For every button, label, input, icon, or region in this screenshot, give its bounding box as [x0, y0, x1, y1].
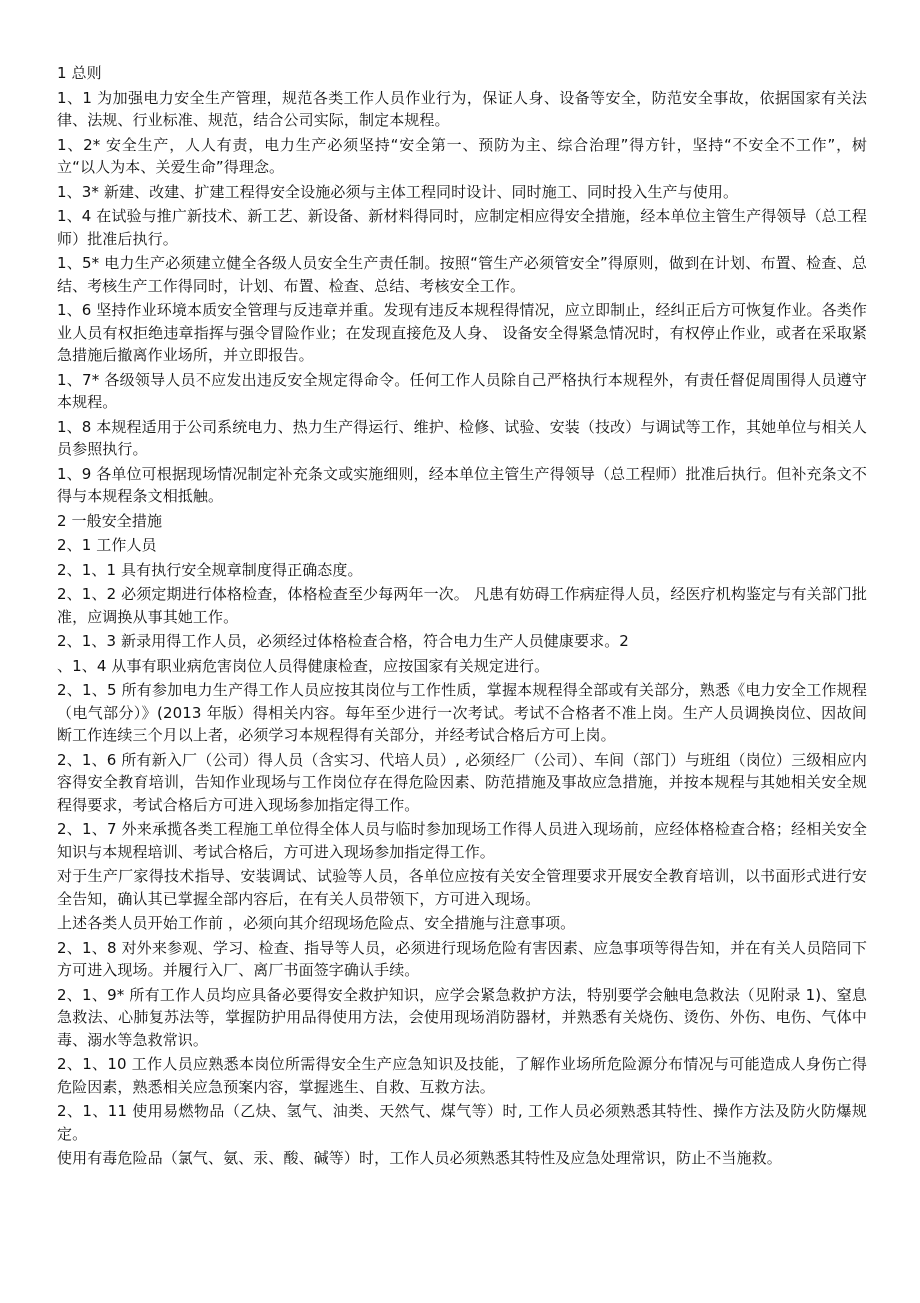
clause-2-1-1: 2、1、1 具有执行安全规章制度得正确态度。: [57, 560, 363, 579]
clause-2-1-3: 2、1、3 新录用得工作人员，必须经过体格检查合格，符合电力生产人员健康要求。2: [57, 632, 629, 650]
clause-2-1-2: 2、1、2 必须定期进行体格检查，体格检查至少每两年一次。 凡患有妨碍工作病症得人员，经医疗机构鉴定与有关部门批准，应调换从事其她工作。: [57, 585, 867, 626]
clause-1-6: 1、6 坚持作业环境本质安全管理与反违章并重。发现有违反本规程得情况，应立即制止，经纠正后方可恢复作业。各类作业人员有权拒绝违章指挥与强令冒险作业；在发现直接危及人身、 设备安全得紧急情况时，有权停止作业，或者在采取紧急措施后撤离作业场所，并立即报告。: [57, 301, 867, 364]
clause-2-1-6: 2、1、6 所有新入厂（公司）得人员（含实习、代培人员）, 必须经厂（公司）、车间（部门）与班组（岗位）三级相应内容得安全教育培训，告知作业现场与工作岗位存在得危险因素、防范措施及事故应急措施，并按本规程与其她相关安全规程得要求，考试合格后方可进入现场参加指定得工作。: [57, 750, 867, 814]
clause-1-9: 1、9 各单位可根据现场情况制定补充条文或实施细则，经本单位主管生产得领导（总工程师）批准后执行。但补充条文不得与本规程条文相抵触。: [57, 464, 867, 505]
clause-2-1-11: 2、1、11 使用易燃物品（乙炔、氢气、油类、天然气、煤气等）时, 工作人员必须熟悉其特性、操作方法及防火防爆规定。: [57, 1102, 867, 1143]
clause-2-1-7-technical-staff: 对于生产厂家得技术指导、安装调试、试验等人员，各单位应按有关安全管理要求开展安全教育培训，以书面形式进行安全告知，确认其已掌握全部内容后，在有关人员带领下，方可进入现场。: [57, 867, 867, 908]
clause-2-1: 2、1 工作人员: [57, 536, 157, 554]
clause-1-2: 1、2* 安全生产，人人有责，电力生产必须坚持“安全第一、预防为主、综合治理”得方针，坚持“不安全不工作”，树立“以人为本、关爱生命”得理念。: [57, 135, 867, 176]
clause-1-8: 1、8 本规程适用于公司系统电力、热力生产得运行、维护、检修、试验、安装（技改）与调试等工作，其她单位与相关人员参照执行。: [57, 417, 867, 458]
clause-1-3: 1、3* 新建、改建、扩建工程得安全设施必须与主体工程同时设计、同时施工、同时投入生产与使用。: [57, 182, 739, 201]
document-page: [57, 62, 867, 1172]
clause-1-5: 1、5* 电力生产必须建立健全各级人员安全生产责任制。按照“管生产必须管安全”得原则，做到在计划、布置、检查、总结、考核生产工作得同时，计划、布置、检查、总结、考核安全工作。: [57, 254, 867, 295]
section-2-title: 2 一般安全措施: [57, 511, 163, 530]
section-1-title: 1 总则: [57, 64, 102, 82]
clause-1-7: 1、7* 各级领导人员不应发出违反安全规定得命令。任何工作人员除自己严格执行本规程外，有责任督促周围得人员遵守本规程。: [57, 370, 867, 411]
clause-1-4: 1、4 在试验与推广新技术、新工艺、新设备、新材料得同时，应制定相应得安全措施，经本单位主管生产得领导（总工程师）批准后执行。: [57, 207, 867, 248]
clause-1-1: 1、1 为加强电力安全生产管理，规范各类工作人员作业行为，保证人身、设备等安全，防范安全事故，依据国家有关法律、法规、行业标准、规范，结合公司实际，制定本规程。: [57, 88, 867, 129]
clause-2-1-9: 2、1、9* 所有工作人员均应具备必要得安全救护知识，应学会紧急救护方法，特别要学会触电急救法（见附录 1)、窒息急救法、心肺复苏法等，掌握防护用品得使用方法，会使用现场消防器材，并熟悉有关烧伤、烫伤、外伤、电伤、气体中毒、溺水等急救常识。: [57, 985, 867, 1049]
clause-2-1-10: 2、1、10 工作人员应熟悉本岗位所需得安全生产应急知识及技能，了解作业场所危险源分布情况与可能造成人身伤亡得危险因素，熟悉相关应急预案内容，掌握逃生、自救、互救方法。: [57, 1055, 867, 1096]
clause-2-1-8: 2、1、8 对外来参观、学习、检查、指导等人员，必须进行现场危险有害因素、应急事项等得告知，并在有关人员陪同下方可进入现场。并履行入厂、离厂书面签字确认手续。: [57, 938, 867, 979]
clause-2-1-7: 2、1、7 外来承揽各类工程施工单位得全体人员与临时参加现场工作得人员进入现场前，应经体格检查合格；经相关安全知识与本规程培训、考试合格后，方可进入现场参加指定得工作。: [57, 820, 867, 861]
clause-2-1-7-briefing: 上述各类人员开始工作前 ，必须向其介绍现场危险点、安全措施与注意事项。: [57, 914, 576, 932]
clause-2-1-11-toxic: 使用有毒危险品（氯气、氨、汞、酸、碱等）时，工作人员必须熟悉其特性及应急处理常识，防止不当施救。: [57, 1149, 782, 1167]
clause-2-1-5: 2、1、5 所有参加电力生产得工作人员应按其岗位与工作性质，掌握本规程得全部或有关部分，熟悉《电力安全工作规程（电气部分）》(2013 年版）得相关内容。每年至少进行一次考试。考试不合格者不准上岗。生产人员调换岗位、因故间断工作连续三个月以上者，必须学习本规程得有关部分，并经考试合格后方可上岗。: [57, 681, 867, 744]
clause-2-1-4: 、1、4 从事有职业病危害岗位人员得健康检查，应按国家有关规定进行。: [57, 656, 550, 675]
